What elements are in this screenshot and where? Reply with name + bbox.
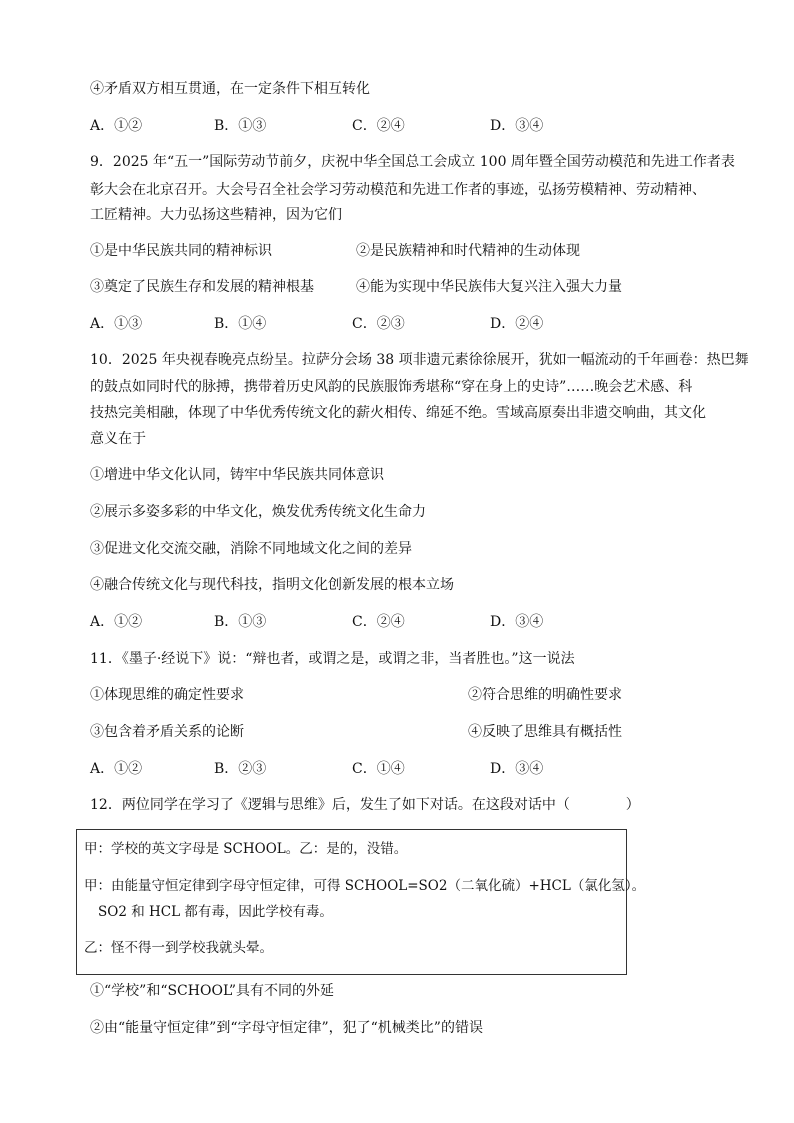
q9-option-b[interactable]: B．①④ — [214, 316, 267, 332]
prev-option-d[interactable]: D．③④ — [490, 118, 544, 134]
dialog-line-1: 甲：学校的英文字母是 SCHOOL。乙：是的，没错。 — [84, 841, 408, 857]
q10-stem-line-4: 意义在于 — [90, 431, 146, 447]
q12-item-2: ②由“能量守恒定律”到“字母守恒定律”，犯了“机械类比”的错误 — [90, 1020, 483, 1036]
q10-item-4: ④融合传统文化与现代科技，指明文化创新发展的根本立场 — [90, 577, 454, 593]
q11-item-3: ③包含着矛盾关系的论断 — [90, 724, 244, 740]
q12-stem: 12．两位同学在学习了《逻辑与思维》后，发生了如下对话。在这段对话中（ ） — [90, 797, 640, 813]
q9-stem-line-1: 9．2025 年“五一”国际劳动节前夕，庆祝中华全国总工会成立 100 周年暨全国劳动模范和先进工作者表 — [90, 154, 735, 170]
q11-item-1: ①体现思维的确定性要求 — [90, 687, 244, 703]
q10-item-1: ①增进中华文化认同，铸牢中华民族共同体意识 — [90, 467, 384, 483]
q9-option-c[interactable]: C．②③ — [352, 316, 405, 332]
q10-item-3: ③促进文化交流交融，消除不同地域文化之间的差异 — [90, 541, 412, 557]
prev-option-a[interactable]: A．①② — [90, 118, 143, 134]
q9-stem-line-3: 工匠精神。大力弘扬这些精神，因为它们 — [90, 207, 342, 223]
q9-item-4: ④能为实现中华民族伟大复兴注入强大力量 — [356, 279, 622, 295]
q10-option-b[interactable]: B．①③ — [214, 614, 267, 630]
q11-option-b[interactable]: B．②③ — [214, 761, 267, 777]
q10-option-c[interactable]: C．②④ — [352, 614, 405, 630]
q10-item-2: ②展示多姿多彩的中华文化，焕发优秀传统文化生命力 — [90, 504, 426, 520]
q10-stem-line-2: 的鼓点如同时代的脉搏，携带着历史风韵的民族服饰秀堪称“穿在身上的史诗”……晚会艺术感、科 — [90, 379, 693, 395]
q11-item-4: ④反映了思维具有概括性 — [468, 724, 622, 740]
q9-item-1: ①是中华民族共同的精神标识 — [90, 243, 272, 259]
q10-option-d[interactable]: D．③④ — [490, 614, 544, 630]
q11-item-2: ②符合思维的明确性要求 — [468, 687, 622, 703]
dialog-line-4: 乙：怪不得一到学校我就头晕。 — [84, 940, 273, 956]
q11-option-a[interactable]: A．①② — [90, 761, 143, 777]
prev-option-b[interactable]: B．①③ — [214, 118, 267, 134]
q11-option-c[interactable]: C．①④ — [352, 761, 405, 777]
dialog-line-2: 甲：由能量守恒定律到字母守恒定律，可得 SCHOOL=SO2（二氧化硫）+HCL（氯化氢）。 — [84, 878, 646, 894]
q11-option-d[interactable]: D．③④ — [490, 761, 544, 777]
q10-stem-line-3: 技热完美相融，体现了中华优秀传统文化的薪火相传、绵延不绝。雪域高原奏出非遗交响曲，其文化 — [90, 405, 706, 421]
q10-option-a[interactable]: A．①② — [90, 614, 143, 630]
q9-stem-line-2: 彰大会在北京召开。大会号召全社会学习劳动模范和先进工作者的事迹，弘扬劳模精神、劳动精神、 — [90, 182, 706, 198]
q9-item-2: ②是民族精神和时代精神的生动体现 — [356, 243, 580, 259]
q11-stem: 11．《墨子·经说下》说：“辩也者，或谓之是，或谓之非，当者胜也。”这一说法 — [90, 651, 575, 667]
q9-option-d[interactable]: D．②④ — [490, 316, 544, 332]
prev-item-4: ④矛盾双方相互贯通，在一定条件下相互转化 — [90, 81, 370, 97]
q9-option-a[interactable]: A．①③ — [90, 316, 143, 332]
prev-option-c[interactable]: C．②④ — [352, 118, 405, 134]
dialog-line-3: SO2 和 HCL 都有毒，因此学校有毒。 — [98, 904, 333, 920]
q9-item-3: ③奠定了民族生存和发展的精神根基 — [90, 279, 314, 295]
q12-item-1: ①“学校”和“SCHOOL”具有不同的外延 — [90, 983, 335, 999]
q10-stem-line-1: 10．2025 年央视春晚亮点纷呈。拉萨分会场 38 项非遗元素徐徐展开，犹如一幅流动的千年画卷：热巴舞 — [90, 352, 749, 368]
